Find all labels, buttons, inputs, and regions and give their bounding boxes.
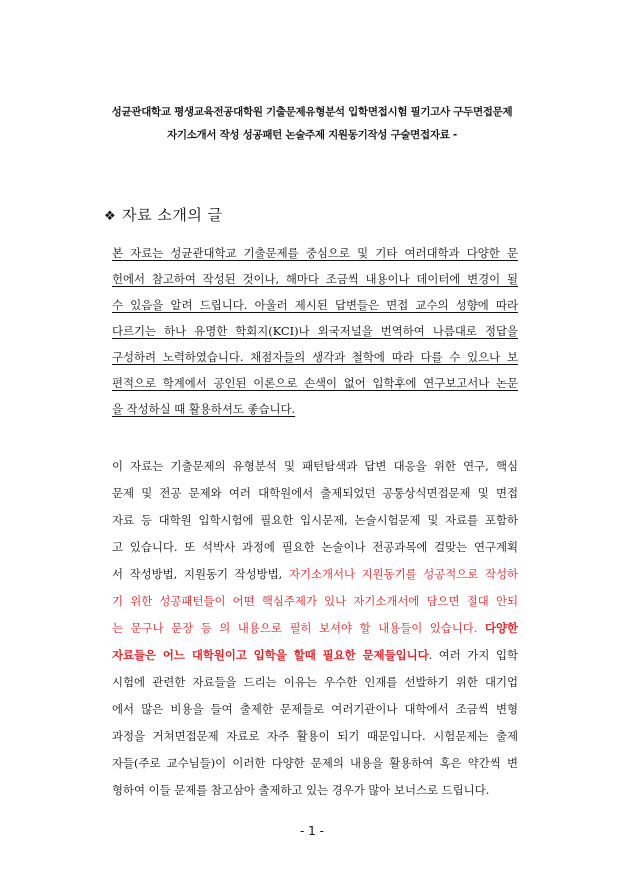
- body-line: 에서 많은 비용을 들여 출제한 문제들로 여러기관이나 대학에서 조금씩 변형: [112, 702, 518, 716]
- section-heading: [104, 204, 223, 225]
- intro-line: 헌에서 참고하여 작성된 것이나, 해마다 조금씩 내용이나 데이터에 변경이 될: [112, 272, 518, 286]
- body-line: 문제 및 전공 문제와 여러 대학원에서 출제되었던 공통상식면접문제 및 면접: [112, 486, 518, 500]
- body-line: 자들(주로 교수님들)이 이러한 다양한 문제의 내용을 활용하여 혹은 약간씩 변: [112, 756, 518, 770]
- intro-line: 다르기는 하나 유명한 학회지(KCI)나 외국저널을 번역하여 나름대로 정답을: [112, 324, 518, 338]
- diamond-bullet-icon: ❖: [104, 209, 117, 224]
- section-heading-text: 자료 소개의 글: [122, 206, 223, 224]
- emphasis-text: 다양한: [484, 621, 518, 635]
- intro-line: 을 작성하실 때 활용하셔도 좋습니다.: [112, 402, 296, 416]
- highlight-text: 자기소개서나 지원동기를 성공적으로 작성하: [288, 567, 518, 581]
- intro-line: 수 있음을 알려 드립니다. 아울러 제시된 답변들은 면접 교수의 성향에 따라: [112, 298, 518, 312]
- document-title-line-1: 성균관대학교 평생교육전공대학원 기출문제유형분석 입학면접시험 필기고사 구두면접문제: [111, 106, 513, 118]
- body-line: 형하여 이들 문제를 참고삼아 출제하고 있는 경우가 많아 보너스로 드립니다.: [112, 783, 490, 797]
- intro-line: 본 자료는 성균관대학교 기출문제를 중심으로 및 기타 여러대학과 다양한 문: [112, 246, 518, 260]
- page-number: - 1 -: [300, 824, 324, 838]
- body-text: 서 작성방법, 지원동기 작성방법,: [112, 567, 289, 581]
- intro-line: 편적으로 학계에서 공인된 이론으로 손색이 없어 입학후에 연구보고서나 논문: [112, 376, 518, 390]
- body-line: 고 있습니다. 또 석박사 과정에 필요한 논술이나 전공과목에 걸맞는 연구계획: [112, 540, 518, 554]
- body-line: 이 자료는 기출문제의 유형분석 및 패턴탐색과 답변 대응을 위한 연구, 핵심: [112, 459, 518, 473]
- body-line: 자료 등 대학원 입학시험에 필요한 입시문제, 논술시험문제 및 자료를 포함하: [112, 513, 518, 527]
- body-line: [112, 564, 518, 584]
- body-line: 시험에 관련한 자료들을 드리는 이유는 우수한 인재를 선발하기 위한 대기업: [112, 675, 518, 689]
- body-text: . 여러 가지 입학: [428, 648, 518, 662]
- highlight-text: 는 문구나 문장 등 의 내용으로 필히 보셔야 할 내용들이 있습니다.: [112, 621, 485, 635]
- intro-line: 구성하려 노력하였습니다. 채점자들의 생각과 철학에 따라 다를 수 있으나 보: [112, 350, 518, 364]
- body-line: 과정을 거쳐면접문제 자료로 자주 활용이 되기 때문입니다. 시험문제는 출제: [112, 729, 518, 743]
- document-title-line-2: 자기소개서 작성 성공패턴 논술주제 지원동기작성 구술면접자료 -: [167, 129, 457, 141]
- body-line: [112, 645, 518, 665]
- body-line-highlight: 기 위한 성공패턴들이 어떤 핵심주제가 있나 자기소개서에 담으면 절대 안되: [112, 594, 518, 608]
- body-line: [112, 618, 518, 638]
- emphasis-text: 자료들은 어느 대학원이고 입학을 할때 필요한 문제들입니다: [112, 648, 429, 662]
